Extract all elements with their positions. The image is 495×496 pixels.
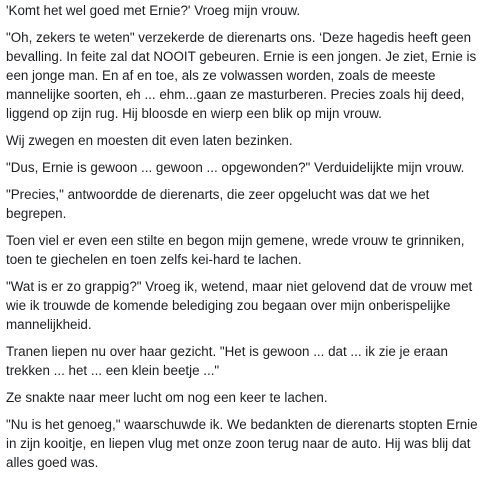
paragraph-5: "Precies," antwoordde de dierenarts, die zeer opgelucht was dat we het begrepen. bbox=[6, 187, 430, 221]
paragraph-4: "Dus, Ernie is gewoon ... gewoon ... opgewonden?" Verduidelijkte mijn vrouw. bbox=[6, 160, 465, 175]
paragraph-8: Tranen liepen nu over haar gezicht. "Het is gewoon ... dat ... ik zie je eraan trekken ... het ... een klein beetje ..." bbox=[6, 344, 448, 378]
paragraph-9: Ze snakte naar meer lucht om nog een keer te lachen. bbox=[6, 390, 328, 405]
paragraph-1: 'Komt het wel goed met Ernie?' Vroeg mijn vrouw. bbox=[6, 3, 301, 18]
paragraph-2: "Oh, zekers te weten" verzekerde de dierenarts ons. ‘Deze hagedis heeft geen bevalling. In feite zal dat NOOIT gebeuren. Ernie is een jongen. Je ziet, Ernie is een jonge man. En af en toe, als ze volwassen worden, zoals de meeste mannelijke soorten, eh ... ehm...gaan ze masturberen. Precies zoals hij deed, liggend op zijn rug. Hij bloosde en wierp een blik op mijn vrouw. bbox=[6, 30, 477, 121]
paragraph-6: Toen viel er even een stilte en begon mijn gemene, wrede vrouw te grinniken, toen te giechelen en toen zelfs kei-hard te lachen. bbox=[6, 233, 465, 267]
paragraph-7: "Wat is er zo grappig?" Vroeg ik, wetend, maar niet gelovend dat de vrouw met wie ik trouwde de komende belediging zou begaan over mijn onberispelijke mannelijkheid. bbox=[6, 279, 473, 332]
paragraph-10: "Nu is het genoeg," waarschuwde ik. We bedankten de dierenarts stopten Ernie in zijn kooitje, en liepen vlug met onze zoon terug naar de auto. Hij was blij dat alles goed was. bbox=[6, 417, 478, 470]
paragraph-3: Wij zwegen en moesten dit even laten bezinken. bbox=[6, 133, 293, 148]
